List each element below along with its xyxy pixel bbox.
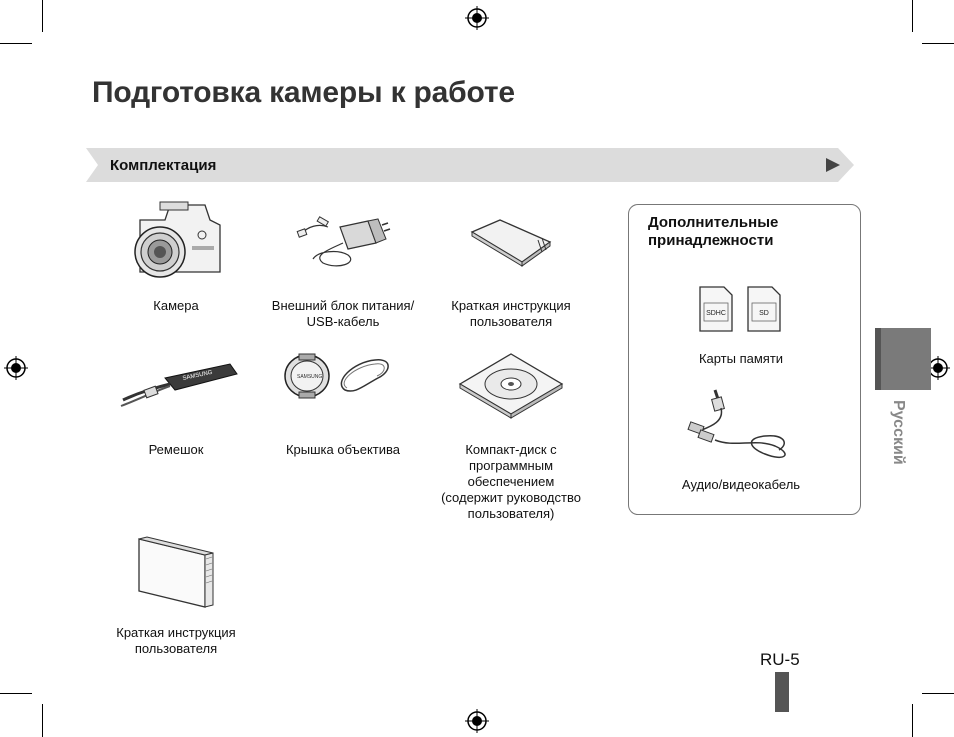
accessory-caption: Аудио/видеокабель xyxy=(681,477,801,492)
power-adapter-icon xyxy=(298,215,388,270)
crop-mark xyxy=(42,0,43,32)
item-caption: Камера xyxy=(153,298,199,313)
av-cable-icon xyxy=(685,388,797,462)
memory-card-icon xyxy=(698,285,784,333)
battery-icon xyxy=(470,220,552,266)
crop-mark xyxy=(0,43,32,44)
item-caption: Ремешок xyxy=(148,442,204,457)
page-number: RU-5 xyxy=(760,650,800,669)
crop-mark xyxy=(922,693,954,694)
crop-mark xyxy=(922,43,954,44)
crop-mark xyxy=(0,693,32,694)
item-caption: Крышка объектива xyxy=(285,442,401,457)
language-label: Русский xyxy=(890,400,907,465)
accessory-caption: Карты памяти xyxy=(698,351,784,366)
registration-mark-icon xyxy=(465,6,489,30)
section-title: Комплектация xyxy=(110,157,217,174)
strap-icon xyxy=(115,360,240,410)
accessories-title: Дополнительные принадлежности xyxy=(648,214,779,249)
crop-mark xyxy=(912,0,913,32)
card-label: SDHC xyxy=(706,310,726,317)
svg-text:SAMSUNG: SAMSUNG xyxy=(182,369,214,382)
cd-icon xyxy=(458,352,564,420)
item-caption: Внешний блок питания/ USB-кабель xyxy=(271,298,415,329)
item-caption: Компакт-диск с программным обеспечением (содержит руководство пользователя) xyxy=(441,442,581,521)
crop-mark xyxy=(912,704,913,737)
card-label: SD xyxy=(759,310,769,317)
item-caption: Краткая инструкция пользователя xyxy=(451,298,571,329)
registration-mark-icon xyxy=(4,356,28,380)
registration-mark-icon xyxy=(465,709,489,733)
manual-booklet-icon xyxy=(135,535,217,610)
item-caption: Краткая инструкция пользователя xyxy=(116,625,236,656)
language-tab-edge xyxy=(875,328,881,390)
crop-mark xyxy=(42,704,43,737)
page-number-tab xyxy=(775,672,789,712)
svg-text:SAMSUNG: SAMSUNG xyxy=(297,374,323,380)
lens-cap-icon xyxy=(283,352,398,402)
camera-icon xyxy=(130,200,225,280)
page-title: Подготовка камеры к работе xyxy=(92,76,515,109)
language-tab xyxy=(875,328,931,390)
